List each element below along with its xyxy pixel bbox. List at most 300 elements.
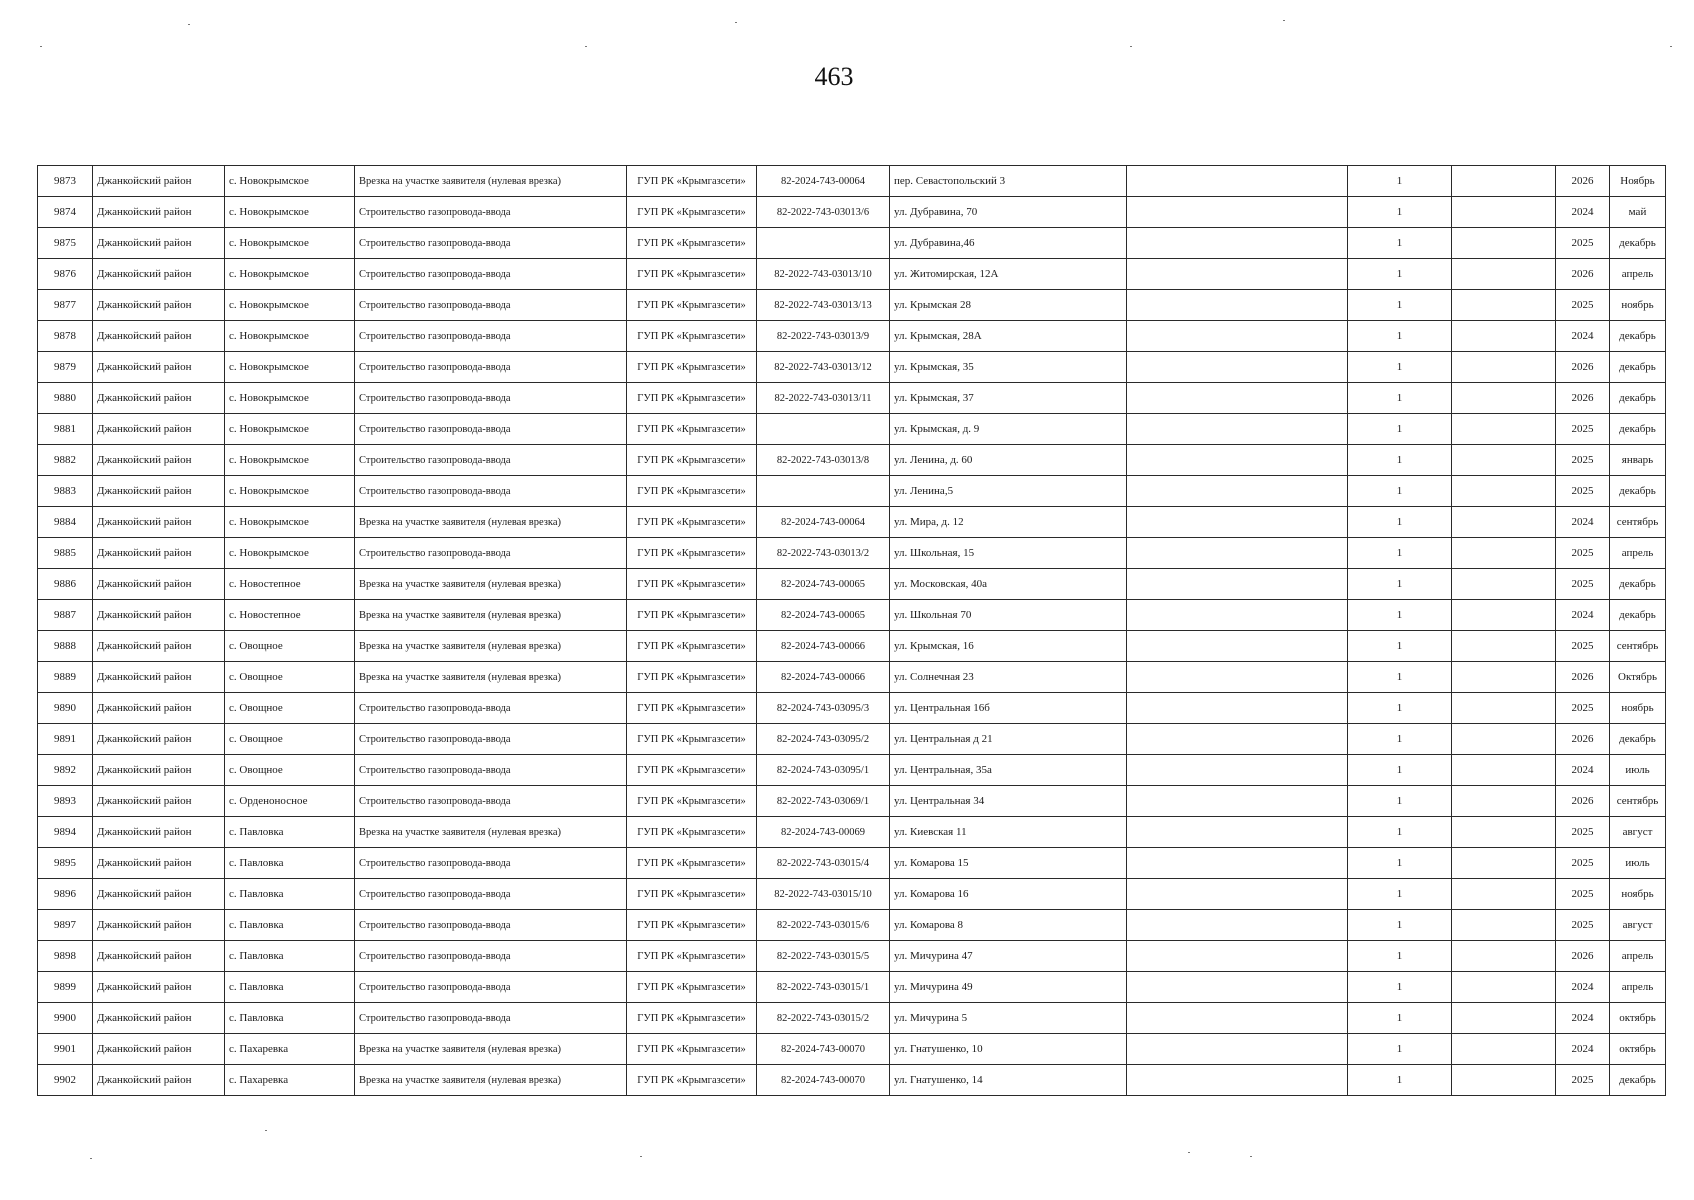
cell-address: ул. Мичурина 5 xyxy=(890,1003,1127,1034)
table-row xyxy=(38,755,1666,786)
scan-speck xyxy=(90,1158,92,1159)
scan-speck xyxy=(640,1156,642,1157)
cell-settlement: с. Павловка xyxy=(225,848,355,879)
cell-number: 9894 xyxy=(38,817,93,848)
cell-work-type: Строительство газопровода-ввода xyxy=(355,228,627,259)
cell-number: 9895 xyxy=(38,848,93,879)
cell-number: 9890 xyxy=(38,693,93,724)
scan-speck xyxy=(585,46,587,47)
cell-empty xyxy=(1127,507,1348,538)
cell-month: декабрь xyxy=(1610,569,1666,600)
cell-month: июль xyxy=(1610,755,1666,786)
cell-month: декабрь xyxy=(1610,383,1666,414)
cell-organization: ГУП РК «Крымгазсети» xyxy=(627,786,757,817)
cell-year: 2024 xyxy=(1556,507,1610,538)
cell-quantity: 1 xyxy=(1348,1003,1452,1034)
cell-number: 9883 xyxy=(38,476,93,507)
cell-empty xyxy=(1452,879,1556,910)
cell-request-number: 82-2024-743-00065 xyxy=(757,600,890,631)
cell-work-type: Врезка на участке заявителя (нулевая врезка) xyxy=(355,507,627,538)
cell-empty xyxy=(1127,910,1348,941)
cell-work-type: Строительство газопровода-ввода xyxy=(355,786,627,817)
cell-district: Джанкойский район xyxy=(93,538,225,569)
cell-quantity: 1 xyxy=(1348,724,1452,755)
cell-empty xyxy=(1452,817,1556,848)
cell-settlement: с. Пахаревка xyxy=(225,1034,355,1065)
cell-request-number: 82-2022-743-03015/5 xyxy=(757,941,890,972)
cell-settlement: с. Новокрымское xyxy=(225,259,355,290)
cell-year: 2025 xyxy=(1556,228,1610,259)
cell-work-type: Строительство газопровода-ввода xyxy=(355,1003,627,1034)
cell-year: 2026 xyxy=(1556,662,1610,693)
cell-work-type: Строительство газопровода-ввода xyxy=(355,321,627,352)
cell-address: ул. Комарова 16 xyxy=(890,879,1127,910)
cell-settlement: с. Овощное xyxy=(225,631,355,662)
cell-year: 2024 xyxy=(1556,321,1610,352)
scan-speck xyxy=(1283,20,1285,21)
cell-empty xyxy=(1127,569,1348,600)
cell-settlement: с. Павловка xyxy=(225,910,355,941)
cell-year: 2025 xyxy=(1556,476,1610,507)
cell-request-number: 82-2022-743-03013/13 xyxy=(757,290,890,321)
cell-organization: ГУП РК «Крымгазсети» xyxy=(627,476,757,507)
cell-settlement: с. Пахаревка xyxy=(225,1065,355,1096)
cell-number: 9881 xyxy=(38,414,93,445)
cell-number: 9896 xyxy=(38,879,93,910)
cell-request-number: 82-2024-743-00070 xyxy=(757,1065,890,1096)
cell-quantity: 1 xyxy=(1348,538,1452,569)
cell-request-number: 82-2022-743-03015/2 xyxy=(757,1003,890,1034)
cell-empty xyxy=(1452,693,1556,724)
cell-year: 2026 xyxy=(1556,383,1610,414)
cell-work-type: Строительство газопровода-ввода xyxy=(355,197,627,228)
cell-organization: ГУП РК «Крымгазсети» xyxy=(627,166,757,197)
cell-empty xyxy=(1127,538,1348,569)
cell-district: Джанкойский район xyxy=(93,507,225,538)
cell-settlement: с. Павловка xyxy=(225,817,355,848)
cell-address: ул. Центральная, 35а xyxy=(890,755,1127,786)
cell-year: 2026 xyxy=(1556,166,1610,197)
cell-number: 9882 xyxy=(38,445,93,476)
cell-empty xyxy=(1452,414,1556,445)
cell-empty xyxy=(1452,538,1556,569)
cell-month: август xyxy=(1610,817,1666,848)
cell-empty xyxy=(1127,972,1348,1003)
cell-work-type: Строительство газопровода-ввода xyxy=(355,910,627,941)
cell-year: 2024 xyxy=(1556,1003,1610,1034)
cell-quantity: 1 xyxy=(1348,662,1452,693)
cell-quantity: 1 xyxy=(1348,166,1452,197)
cell-work-type: Врезка на участке заявителя (нулевая врезка) xyxy=(355,1065,627,1096)
cell-empty xyxy=(1452,786,1556,817)
cell-request-number: 82-2024-743-00065 xyxy=(757,569,890,600)
cell-month: декабрь xyxy=(1610,228,1666,259)
cell-district: Джанкойский район xyxy=(93,197,225,228)
table-row xyxy=(38,321,1666,352)
cell-month: сентябрь xyxy=(1610,786,1666,817)
cell-district: Джанкойский район xyxy=(93,972,225,1003)
cell-empty xyxy=(1452,228,1556,259)
cell-empty xyxy=(1127,476,1348,507)
cell-work-type: Врезка на участке заявителя (нулевая врезка) xyxy=(355,569,627,600)
cell-year: 2025 xyxy=(1556,631,1610,662)
cell-address: ул. Мира, д. 12 xyxy=(890,507,1127,538)
cell-request-number xyxy=(757,228,890,259)
cell-year: 2025 xyxy=(1556,910,1610,941)
table-row xyxy=(38,383,1666,414)
cell-district: Джанкойский район xyxy=(93,817,225,848)
cell-empty xyxy=(1127,817,1348,848)
cell-year: 2024 xyxy=(1556,972,1610,1003)
cell-empty xyxy=(1127,228,1348,259)
cell-district: Джанкойский район xyxy=(93,724,225,755)
table-row xyxy=(38,631,1666,662)
cell-quantity: 1 xyxy=(1348,879,1452,910)
cell-empty xyxy=(1452,1065,1556,1096)
cell-empty xyxy=(1452,662,1556,693)
cell-district: Джанкойский район xyxy=(93,755,225,786)
cell-month: ноябрь xyxy=(1610,879,1666,910)
cell-work-type: Врезка на участке заявителя (нулевая врезка) xyxy=(355,631,627,662)
cell-address: ул. Крымская, д. 9 xyxy=(890,414,1127,445)
cell-request-number: 82-2024-743-03095/2 xyxy=(757,724,890,755)
cell-organization: ГУП РК «Крымгазсети» xyxy=(627,321,757,352)
cell-empty xyxy=(1452,1003,1556,1034)
cell-year: 2024 xyxy=(1556,755,1610,786)
cell-number: 9873 xyxy=(38,166,93,197)
cell-month: апрель xyxy=(1610,259,1666,290)
cell-empty xyxy=(1127,445,1348,476)
table-row xyxy=(38,1065,1666,1096)
cell-work-type: Строительство газопровода-ввода xyxy=(355,941,627,972)
cell-settlement: с. Новокрымское xyxy=(225,352,355,383)
cell-address: ул. Дубравина,46 xyxy=(890,228,1127,259)
table-row xyxy=(38,197,1666,228)
cell-work-type: Строительство газопровода-ввода xyxy=(355,414,627,445)
cell-organization: ГУП РК «Крымгазсети» xyxy=(627,538,757,569)
cell-settlement: с. Новокрымское xyxy=(225,476,355,507)
cell-quantity: 1 xyxy=(1348,507,1452,538)
cell-empty xyxy=(1127,259,1348,290)
cell-empty xyxy=(1452,476,1556,507)
cell-month: ноябрь xyxy=(1610,290,1666,321)
cell-empty xyxy=(1127,166,1348,197)
cell-address: ул. Центральная 16б xyxy=(890,693,1127,724)
scan-speck xyxy=(1188,1152,1190,1153)
cell-organization: ГУП РК «Крымгазсети» xyxy=(627,228,757,259)
cell-address: ул. Солнечная 23 xyxy=(890,662,1127,693)
cell-settlement: с. Новостепное xyxy=(225,569,355,600)
cell-settlement: с. Овощное xyxy=(225,662,355,693)
cell-work-type: Строительство газопровода-ввода xyxy=(355,259,627,290)
cell-empty xyxy=(1452,910,1556,941)
cell-address: пер. Севастопольский 3 xyxy=(890,166,1127,197)
cell-number: 9902 xyxy=(38,1065,93,1096)
cell-month: апрель xyxy=(1610,941,1666,972)
table-row xyxy=(38,569,1666,600)
table-row xyxy=(38,693,1666,724)
cell-empty xyxy=(1452,941,1556,972)
cell-empty xyxy=(1452,724,1556,755)
cell-address: ул. Крымская, 37 xyxy=(890,383,1127,414)
cell-work-type: Строительство газопровода-ввода xyxy=(355,879,627,910)
cell-empty xyxy=(1127,662,1348,693)
cell-empty xyxy=(1452,972,1556,1003)
cell-empty xyxy=(1127,1034,1348,1065)
cell-work-type: Строительство газопровода-ввода xyxy=(355,352,627,383)
cell-request-number xyxy=(757,476,890,507)
cell-work-type: Строительство газопровода-ввода xyxy=(355,476,627,507)
cell-settlement: с. Овощное xyxy=(225,755,355,786)
cell-empty xyxy=(1127,1003,1348,1034)
cell-month: декабрь xyxy=(1610,1065,1666,1096)
cell-district: Джанкойский район xyxy=(93,786,225,817)
cell-address: ул. Мичурина 47 xyxy=(890,941,1127,972)
cell-organization: ГУП РК «Крымгазсети» xyxy=(627,848,757,879)
cell-address: ул. Мичурина 49 xyxy=(890,972,1127,1003)
cell-work-type: Строительство газопровода-ввода xyxy=(355,724,627,755)
cell-organization: ГУП РК «Крымгазсети» xyxy=(627,259,757,290)
cell-work-type: Строительство газопровода-ввода xyxy=(355,445,627,476)
cell-district: Джанкойский район xyxy=(93,600,225,631)
cell-district: Джанкойский район xyxy=(93,259,225,290)
cell-empty xyxy=(1452,166,1556,197)
cell-address: ул. Школьная, 15 xyxy=(890,538,1127,569)
cell-year: 2026 xyxy=(1556,259,1610,290)
cell-quantity: 1 xyxy=(1348,1065,1452,1096)
table-row xyxy=(38,445,1666,476)
scan-speck xyxy=(265,1130,267,1131)
cell-organization: ГУП РК «Крымгазсети» xyxy=(627,1065,757,1096)
cell-district: Джанкойский район xyxy=(93,321,225,352)
cell-quantity: 1 xyxy=(1348,631,1452,662)
cell-quantity: 1 xyxy=(1348,445,1452,476)
table-row xyxy=(38,507,1666,538)
cell-month: декабрь xyxy=(1610,724,1666,755)
cell-month: август xyxy=(1610,910,1666,941)
cell-request-number: 82-2022-743-03013/9 xyxy=(757,321,890,352)
cell-empty xyxy=(1127,631,1348,662)
cell-empty xyxy=(1127,879,1348,910)
cell-empty xyxy=(1127,693,1348,724)
cell-address: ул. Крымская, 28А xyxy=(890,321,1127,352)
cell-quantity: 1 xyxy=(1348,414,1452,445)
cell-work-type: Врезка на участке заявителя (нулевая врезка) xyxy=(355,1034,627,1065)
cell-organization: ГУП РК «Крымгазсети» xyxy=(627,569,757,600)
cell-work-type: Строительство газопровода-ввода xyxy=(355,972,627,1003)
cell-district: Джанкойский район xyxy=(93,476,225,507)
cell-organization: ГУП РК «Крымгазсети» xyxy=(627,724,757,755)
cell-request-number: 82-2024-743-00066 xyxy=(757,631,890,662)
cell-number: 9880 xyxy=(38,383,93,414)
scan-speck xyxy=(1250,1156,1252,1157)
cell-district: Джанкойский район xyxy=(93,1003,225,1034)
cell-address: ул. Крымская 28 xyxy=(890,290,1127,321)
cell-year: 2024 xyxy=(1556,1034,1610,1065)
cell-quantity: 1 xyxy=(1348,755,1452,786)
cell-request-number: 82-2024-743-00066 xyxy=(757,662,890,693)
cell-address: ул. Крымская, 35 xyxy=(890,352,1127,383)
cell-district: Джанкойский район xyxy=(93,941,225,972)
cell-month: сентябрь xyxy=(1610,507,1666,538)
cell-district: Джанкойский район xyxy=(93,166,225,197)
cell-year: 2025 xyxy=(1556,848,1610,879)
cell-settlement: с. Новокрымское xyxy=(225,321,355,352)
cell-address: ул. Гнатушенко, 14 xyxy=(890,1065,1127,1096)
cell-organization: ГУП РК «Крымгазсети» xyxy=(627,817,757,848)
cell-number: 9888 xyxy=(38,631,93,662)
cell-month: апрель xyxy=(1610,538,1666,569)
cell-empty xyxy=(1127,1065,1348,1096)
cell-empty xyxy=(1452,352,1556,383)
cell-address: ул. Комарова 8 xyxy=(890,910,1127,941)
cell-year: 2026 xyxy=(1556,724,1610,755)
cell-request-number: 82-2022-743-03013/6 xyxy=(757,197,890,228)
cell-organization: ГУП РК «Крымгазсети» xyxy=(627,383,757,414)
table-row xyxy=(38,941,1666,972)
cell-empty xyxy=(1127,786,1348,817)
cell-quantity: 1 xyxy=(1348,1034,1452,1065)
cell-address: ул. Школьная 70 xyxy=(890,600,1127,631)
cell-year: 2025 xyxy=(1556,1065,1610,1096)
table-row xyxy=(38,414,1666,445)
cell-address: ул. Ленина,5 xyxy=(890,476,1127,507)
cell-organization: ГУП РК «Крымгазсети» xyxy=(627,507,757,538)
cell-organization: ГУП РК «Крымгазсети» xyxy=(627,352,757,383)
cell-settlement: с. Павловка xyxy=(225,1003,355,1034)
cell-organization: ГУП РК «Крымгазсети» xyxy=(627,445,757,476)
cell-month: декабрь xyxy=(1610,476,1666,507)
cell-address: ул. Гнатушенко, 10 xyxy=(890,1034,1127,1065)
cell-settlement: с. Новокрымское xyxy=(225,538,355,569)
cell-quantity: 1 xyxy=(1348,259,1452,290)
cell-district: Джанкойский район xyxy=(93,848,225,879)
scan-speck xyxy=(1130,46,1132,47)
cell-quantity: 1 xyxy=(1348,817,1452,848)
cell-settlement: с. Павловка xyxy=(225,879,355,910)
cell-organization: ГУП РК «Крымгазсети» xyxy=(627,1003,757,1034)
cell-request-number xyxy=(757,414,890,445)
table-row xyxy=(38,848,1666,879)
cell-empty xyxy=(1127,352,1348,383)
cell-empty xyxy=(1127,600,1348,631)
cell-number: 9877 xyxy=(38,290,93,321)
cell-settlement: с. Павловка xyxy=(225,941,355,972)
cell-empty xyxy=(1452,1034,1556,1065)
cell-settlement: с. Новокрымское xyxy=(225,197,355,228)
cell-organization: ГУП РК «Крымгазсети» xyxy=(627,972,757,1003)
cell-number: 9897 xyxy=(38,910,93,941)
cell-year: 2024 xyxy=(1556,197,1610,228)
cell-year: 2025 xyxy=(1556,290,1610,321)
cell-empty xyxy=(1452,631,1556,662)
cell-number: 9899 xyxy=(38,972,93,1003)
cell-empty xyxy=(1127,941,1348,972)
cell-request-number: 82-2022-743-03013/8 xyxy=(757,445,890,476)
cell-quantity: 1 xyxy=(1348,290,1452,321)
cell-month: декабрь xyxy=(1610,600,1666,631)
cell-district: Джанкойский район xyxy=(93,1034,225,1065)
page-number: 463 xyxy=(814,62,854,91)
cell-empty xyxy=(1452,507,1556,538)
cell-quantity: 1 xyxy=(1348,476,1452,507)
table-row xyxy=(38,476,1666,507)
table-row xyxy=(38,259,1666,290)
cell-work-type: Строительство газопровода-ввода xyxy=(355,538,627,569)
scan-speck xyxy=(40,46,42,47)
cell-address: ул. Комарова 15 xyxy=(890,848,1127,879)
cell-number: 9898 xyxy=(38,941,93,972)
cell-district: Джанкойский район xyxy=(93,352,225,383)
table-row xyxy=(38,724,1666,755)
cell-empty xyxy=(1452,848,1556,879)
cell-address: ул. Центральная 34 xyxy=(890,786,1127,817)
cell-settlement: с. Новостепное xyxy=(225,600,355,631)
cell-district: Джанкойский район xyxy=(93,662,225,693)
cell-settlement: с. Новокрымское xyxy=(225,228,355,259)
cell-request-number: 82-2022-743-03015/1 xyxy=(757,972,890,1003)
cell-month: декабрь xyxy=(1610,414,1666,445)
cell-settlement: с. Новокрымское xyxy=(225,166,355,197)
cell-empty xyxy=(1452,569,1556,600)
cell-work-type: Врезка на участке заявителя (нулевая врезка) xyxy=(355,662,627,693)
cell-quantity: 1 xyxy=(1348,321,1452,352)
cell-organization: ГУП РК «Крымгазсети» xyxy=(627,910,757,941)
cell-year: 2025 xyxy=(1556,879,1610,910)
cell-number: 9879 xyxy=(38,352,93,383)
cell-request-number: 82-2024-743-00070 xyxy=(757,1034,890,1065)
cell-month: Ноябрь xyxy=(1610,166,1666,197)
cell-work-type: Строительство газопровода-ввода xyxy=(355,693,627,724)
table-row xyxy=(38,972,1666,1003)
scan-speck xyxy=(1670,46,1672,47)
registry-table xyxy=(37,165,1666,1096)
cell-number: 9891 xyxy=(38,724,93,755)
cell-empty xyxy=(1452,383,1556,414)
cell-number: 9893 xyxy=(38,786,93,817)
cell-organization: ГУП РК «Крымгазсети» xyxy=(627,941,757,972)
cell-number: 9900 xyxy=(38,1003,93,1034)
cell-empty xyxy=(1127,755,1348,786)
cell-month: июль xyxy=(1610,848,1666,879)
cell-settlement: с. Новокрымское xyxy=(225,445,355,476)
cell-year: 2025 xyxy=(1556,445,1610,476)
cell-work-type: Врезка на участке заявителя (нулевая врезка) xyxy=(355,817,627,848)
cell-month: апрель xyxy=(1610,972,1666,1003)
cell-quantity: 1 xyxy=(1348,941,1452,972)
cell-request-number: 82-2022-743-03069/1 xyxy=(757,786,890,817)
cell-request-number: 82-2024-743-00064 xyxy=(757,166,890,197)
cell-year: 2025 xyxy=(1556,817,1610,848)
cell-settlement: с. Новокрымское xyxy=(225,290,355,321)
scan-speck xyxy=(188,24,190,25)
cell-settlement: с. Новокрымское xyxy=(225,414,355,445)
cell-request-number: 82-2024-743-00064 xyxy=(757,507,890,538)
cell-quantity: 1 xyxy=(1348,910,1452,941)
cell-month: январь xyxy=(1610,445,1666,476)
cell-quantity: 1 xyxy=(1348,228,1452,259)
table-row xyxy=(38,352,1666,383)
cell-month: октябрь xyxy=(1610,1003,1666,1034)
cell-number: 9878 xyxy=(38,321,93,352)
cell-month: декабрь xyxy=(1610,352,1666,383)
cell-number: 9876 xyxy=(38,259,93,290)
cell-settlement: с. Павловка xyxy=(225,972,355,1003)
cell-settlement: с. Овощное xyxy=(225,693,355,724)
cell-number: 9885 xyxy=(38,538,93,569)
cell-empty xyxy=(1127,414,1348,445)
cell-settlement: с. Новокрымское xyxy=(225,507,355,538)
